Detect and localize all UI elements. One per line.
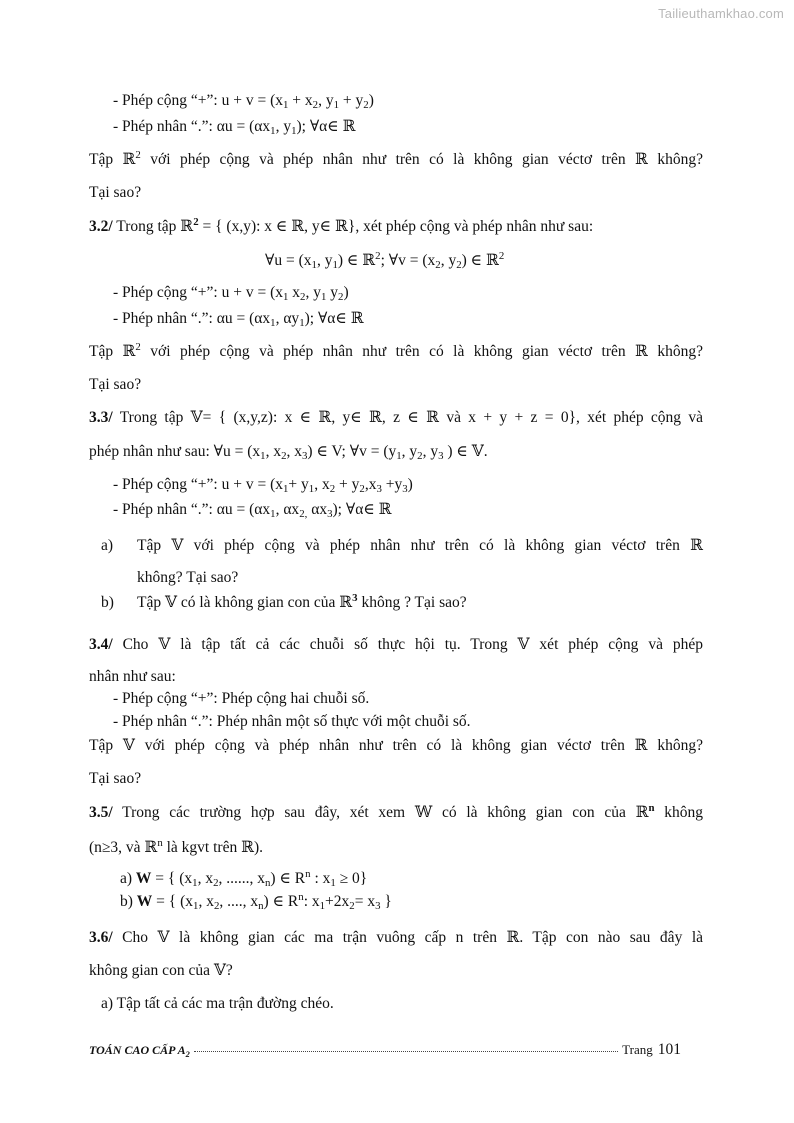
math-index: 1 [308, 483, 315, 495]
text-segment: không ? Tại sao? [357, 594, 467, 611]
math-index: 1 [333, 99, 340, 111]
text-segment: ) [407, 476, 413, 493]
text-segment: ) [368, 92, 374, 109]
exercise-number: 3.4/ [89, 636, 113, 653]
text-line [120, 870, 367, 888]
page-label: Trang [622, 1042, 653, 1057]
math-index: 2 [329, 483, 336, 495]
text-segment: phép nhân như sau: ∀u = (x [89, 443, 261, 460]
text-segment: ) ∈ V; ∀v = (y [307, 443, 397, 460]
text-segment: không [654, 804, 704, 821]
math-index: 1 [291, 125, 297, 137]
math-index: 2 [300, 291, 306, 303]
text-line [89, 151, 703, 169]
text-line [113, 92, 374, 110]
math-index: 2 [498, 250, 505, 262]
math-index: 2 [375, 250, 381, 262]
text-line [113, 690, 369, 708]
text-segment: với phép cộng và phép nhân như trên có là không gian véctơ trên ℝ không? [140, 151, 703, 168]
math-index: 1 [311, 259, 317, 271]
math-index: 1 [192, 877, 198, 889]
text-line [113, 310, 364, 328]
text-segment: , y [305, 284, 321, 301]
text-segment: Tập 𝕍 với phép cộng và phép nhân như trên có là không gian véctơ trên ℝ [137, 537, 703, 554]
math-index: n [648, 802, 655, 814]
text-segment: - Phép cộng “+”: Phép cộng hai chuỗi số. [113, 690, 370, 707]
exercise-number: W [135, 870, 152, 887]
text-segment: Tập 𝕍 với phép cộng và phép nhân như trên có là không gian véctơ trên ℝ không? [89, 737, 703, 754]
text-segment: không gian con của 𝕍? [89, 962, 233, 979]
math-index: 1 [283, 291, 289, 303]
text-line [137, 569, 238, 587]
text-segment: , αx [275, 501, 300, 518]
math-index: n [258, 900, 264, 912]
text-line [89, 929, 703, 947]
math-index: 2 [312, 99, 319, 111]
text-line [89, 218, 593, 236]
text-segment: , x [286, 443, 302, 460]
text-line [101, 537, 113, 555]
text-segment: , y [318, 92, 334, 109]
text-segment: - Phép cộng “+”: u + v = (x [113, 476, 283, 493]
text-segment: + x [288, 92, 313, 109]
text-line [89, 668, 176, 686]
math-index: 2 [135, 149, 141, 161]
text-line [137, 594, 467, 612]
math-index: 2 [135, 341, 141, 353]
math-index: n [298, 891, 304, 903]
text-line [89, 409, 703, 427]
text-segment: Tại sao? [89, 770, 142, 787]
text-line [265, 252, 504, 270]
math-index: 1 [193, 900, 199, 912]
text-segment: +2x [325, 893, 350, 910]
text-segment: + y [335, 476, 360, 493]
math-index: 2 [363, 99, 369, 111]
math-index: 3 [402, 483, 408, 495]
text-line [113, 284, 349, 302]
math-index: 1 [283, 483, 289, 495]
exercise-number: 3.5/ [89, 804, 113, 821]
math-index: 1 [319, 900, 326, 912]
math-index: 2 [359, 483, 365, 495]
text-line [89, 343, 703, 361]
text-segment: - Phép cộng “+”: u + v = (x [113, 92, 283, 109]
text-segment: , x [197, 870, 214, 887]
page-footer [89, 1041, 681, 1059]
text-segment: nhân như sau: [89, 668, 176, 685]
math-index: 2 [213, 877, 219, 889]
math-index: n [157, 837, 163, 849]
text-segment: } [380, 893, 392, 910]
text-segment: ∀u = (x [265, 252, 312, 269]
text-segment: x [288, 284, 301, 301]
text-line [101, 995, 334, 1013]
text-segment: , y [401, 443, 418, 460]
text-segment: ); ∀α∈ ℝ [332, 501, 392, 518]
math-index: 1 [283, 99, 289, 111]
math-index: 2 [456, 259, 462, 271]
text-segment: , x [314, 476, 330, 493]
math-index: 1 [270, 317, 276, 329]
text-segment: ) ∈ ℝ [461, 252, 499, 269]
math-index: 2 [417, 450, 423, 462]
math-index: 1 [270, 508, 276, 520]
text-line [113, 713, 471, 731]
text-segment: = { (x,y): x ∈ ℝ, y∈ ℝ}, xét phép cộng và phép nhân như sau: [198, 218, 594, 235]
math-index: 1 [320, 291, 327, 303]
text-segment: Tập ℝ [89, 151, 136, 168]
text-segment: , y [275, 118, 292, 135]
math-index: 1 [260, 450, 266, 462]
text-line [113, 118, 356, 136]
text-segment: Trong tập 𝕍= { (x,y,z): x ∈ ℝ, y∈ ℝ, z ∈ ℝ và x + y + z = 0}, xét phép cộng và [112, 409, 703, 426]
text-segment: ) ∈ R [263, 893, 299, 910]
text-segment: , y [440, 252, 457, 269]
text-segment: Tập 𝕍 có là không gian con của ℝ [137, 594, 353, 611]
text-segment: - Phép nhân “.”: αu = (αx [113, 501, 271, 518]
text-segment: , ...., x [219, 893, 259, 910]
math-index: 1 [330, 877, 336, 889]
text-line [89, 839, 263, 857]
math-index: 1 [270, 125, 276, 137]
text-segment: : x [303, 893, 320, 910]
math-index: 1 [332, 259, 338, 271]
math-index: 3 [375, 900, 381, 912]
math-index: 1 [396, 450, 402, 462]
math-index: 3 [301, 450, 308, 462]
text-segment: Tại sao? [89, 184, 142, 201]
page-number: 101 [657, 1041, 681, 1058]
text-segment: , ......, x [218, 870, 265, 887]
text-segment: +y [381, 476, 403, 493]
text-segment: a) [101, 537, 114, 554]
text-segment: , αy [275, 310, 300, 327]
text-segment: là kgvt trên ℝ). [162, 839, 263, 856]
text-segment: ); ∀α∈ ℝ [304, 310, 364, 327]
text-segment: y [326, 284, 339, 301]
text-segment: = x [354, 893, 376, 910]
text-segment: , y [422, 443, 439, 460]
math-index: 3 [352, 592, 358, 604]
text-segment: không? Tại sao? [137, 569, 239, 586]
text-segment: + y [288, 476, 309, 493]
text-segment: ) ∈ ℝ [337, 252, 376, 269]
exercise-number: 3.3/ [89, 409, 113, 426]
math-index: 2 [281, 450, 287, 462]
text-segment: ,x [364, 476, 377, 493]
exercise-number: 3.6/ [89, 929, 113, 946]
text-segment: Tại sao? [89, 376, 142, 393]
text-segment: ); ∀α∈ ℝ [296, 118, 356, 135]
math-index: 1 [299, 317, 305, 329]
text-segment: + y [339, 92, 364, 109]
text-line [89, 636, 703, 654]
text-line [89, 184, 141, 202]
math-index: 2 [193, 216, 199, 228]
text-line [89, 443, 488, 461]
footer-dot-leader [194, 1050, 618, 1052]
text-line [101, 594, 114, 612]
math-index: 2 [338, 291, 344, 303]
text-line [113, 501, 392, 519]
text-segment: = { (x [152, 893, 194, 910]
text-segment: a) Tập tất cả các ma trận đường chéo. [101, 995, 334, 1012]
math-index: 3 [376, 483, 382, 495]
text-line [137, 537, 703, 555]
math-index: 3 [327, 508, 333, 520]
text-segment: ) [343, 284, 349, 301]
text-line [89, 376, 141, 394]
text-line [89, 962, 233, 980]
math-index: 2 [435, 259, 441, 271]
math-index: 3 [438, 450, 444, 462]
text-segment: , x [265, 443, 282, 460]
text-segment: ) ∈ 𝕍. [443, 443, 488, 460]
text-segment: ) ∈ R [270, 870, 306, 887]
math-index: 2 [349, 900, 355, 912]
text-segment: Cho 𝕍 là tập tất cả các chuỗi số thực hội tụ. Trong 𝕍 xét phép cộng và phép [112, 636, 703, 653]
exercise-number: W [136, 893, 153, 910]
math-index: 2 [213, 900, 220, 912]
text-segment: Cho 𝕍 là không gian các ma trận vuông cấp n trên ℝ. Tập con nào sau đây là [112, 929, 703, 946]
text-segment: (n≥3, và ℝ [89, 839, 158, 856]
text-segment: : x [310, 870, 331, 887]
text-segment: - Phép cộng “+”: u + v = (x [113, 284, 283, 301]
text-line [89, 804, 703, 822]
text-line [89, 737, 703, 755]
text-segment: Trong tập ℝ [112, 218, 194, 235]
text-segment: a) [120, 870, 136, 887]
text-line [113, 476, 413, 494]
text-line [89, 770, 141, 788]
text-segment: - Phép nhân “.”: Phép nhân một số thực với một chuỗi số. [113, 713, 471, 730]
text-segment: ; ∀v = (x [380, 252, 436, 269]
text-segment: với phép cộng và phép nhân như trên có là không gian véctơ trên ℝ không? [140, 343, 703, 360]
math-index: n [305, 868, 311, 880]
text-segment: b) [101, 594, 114, 611]
text-segment: αx [307, 501, 328, 518]
site-watermark: Tailieuthamkhao.com [658, 6, 784, 21]
course-title: TOÁN CAO CẤP $A_2$ [89, 1043, 190, 1059]
text-segment: - Phép nhân “.”: αu = (αx [113, 310, 271, 327]
text-segment: = { (x [151, 870, 193, 887]
text-segment: - Phép nhân “.”: αu = (αx [113, 118, 271, 135]
text-segment: b) [120, 893, 137, 910]
exercise-number: 3.2/ [89, 218, 113, 235]
text-line [120, 893, 392, 911]
math-index: n [264, 877, 271, 889]
math-index: 2, [299, 508, 308, 520]
text-segment: , x [198, 893, 214, 910]
text-segment: Tập ℝ [89, 343, 136, 360]
text-segment: , y [316, 252, 333, 269]
text-segment: ≥ 0} [335, 870, 368, 887]
text-segment: Trong các trường hợp sau đây, xét xem 𝕎 có là không gian con của ℝ [112, 804, 649, 821]
